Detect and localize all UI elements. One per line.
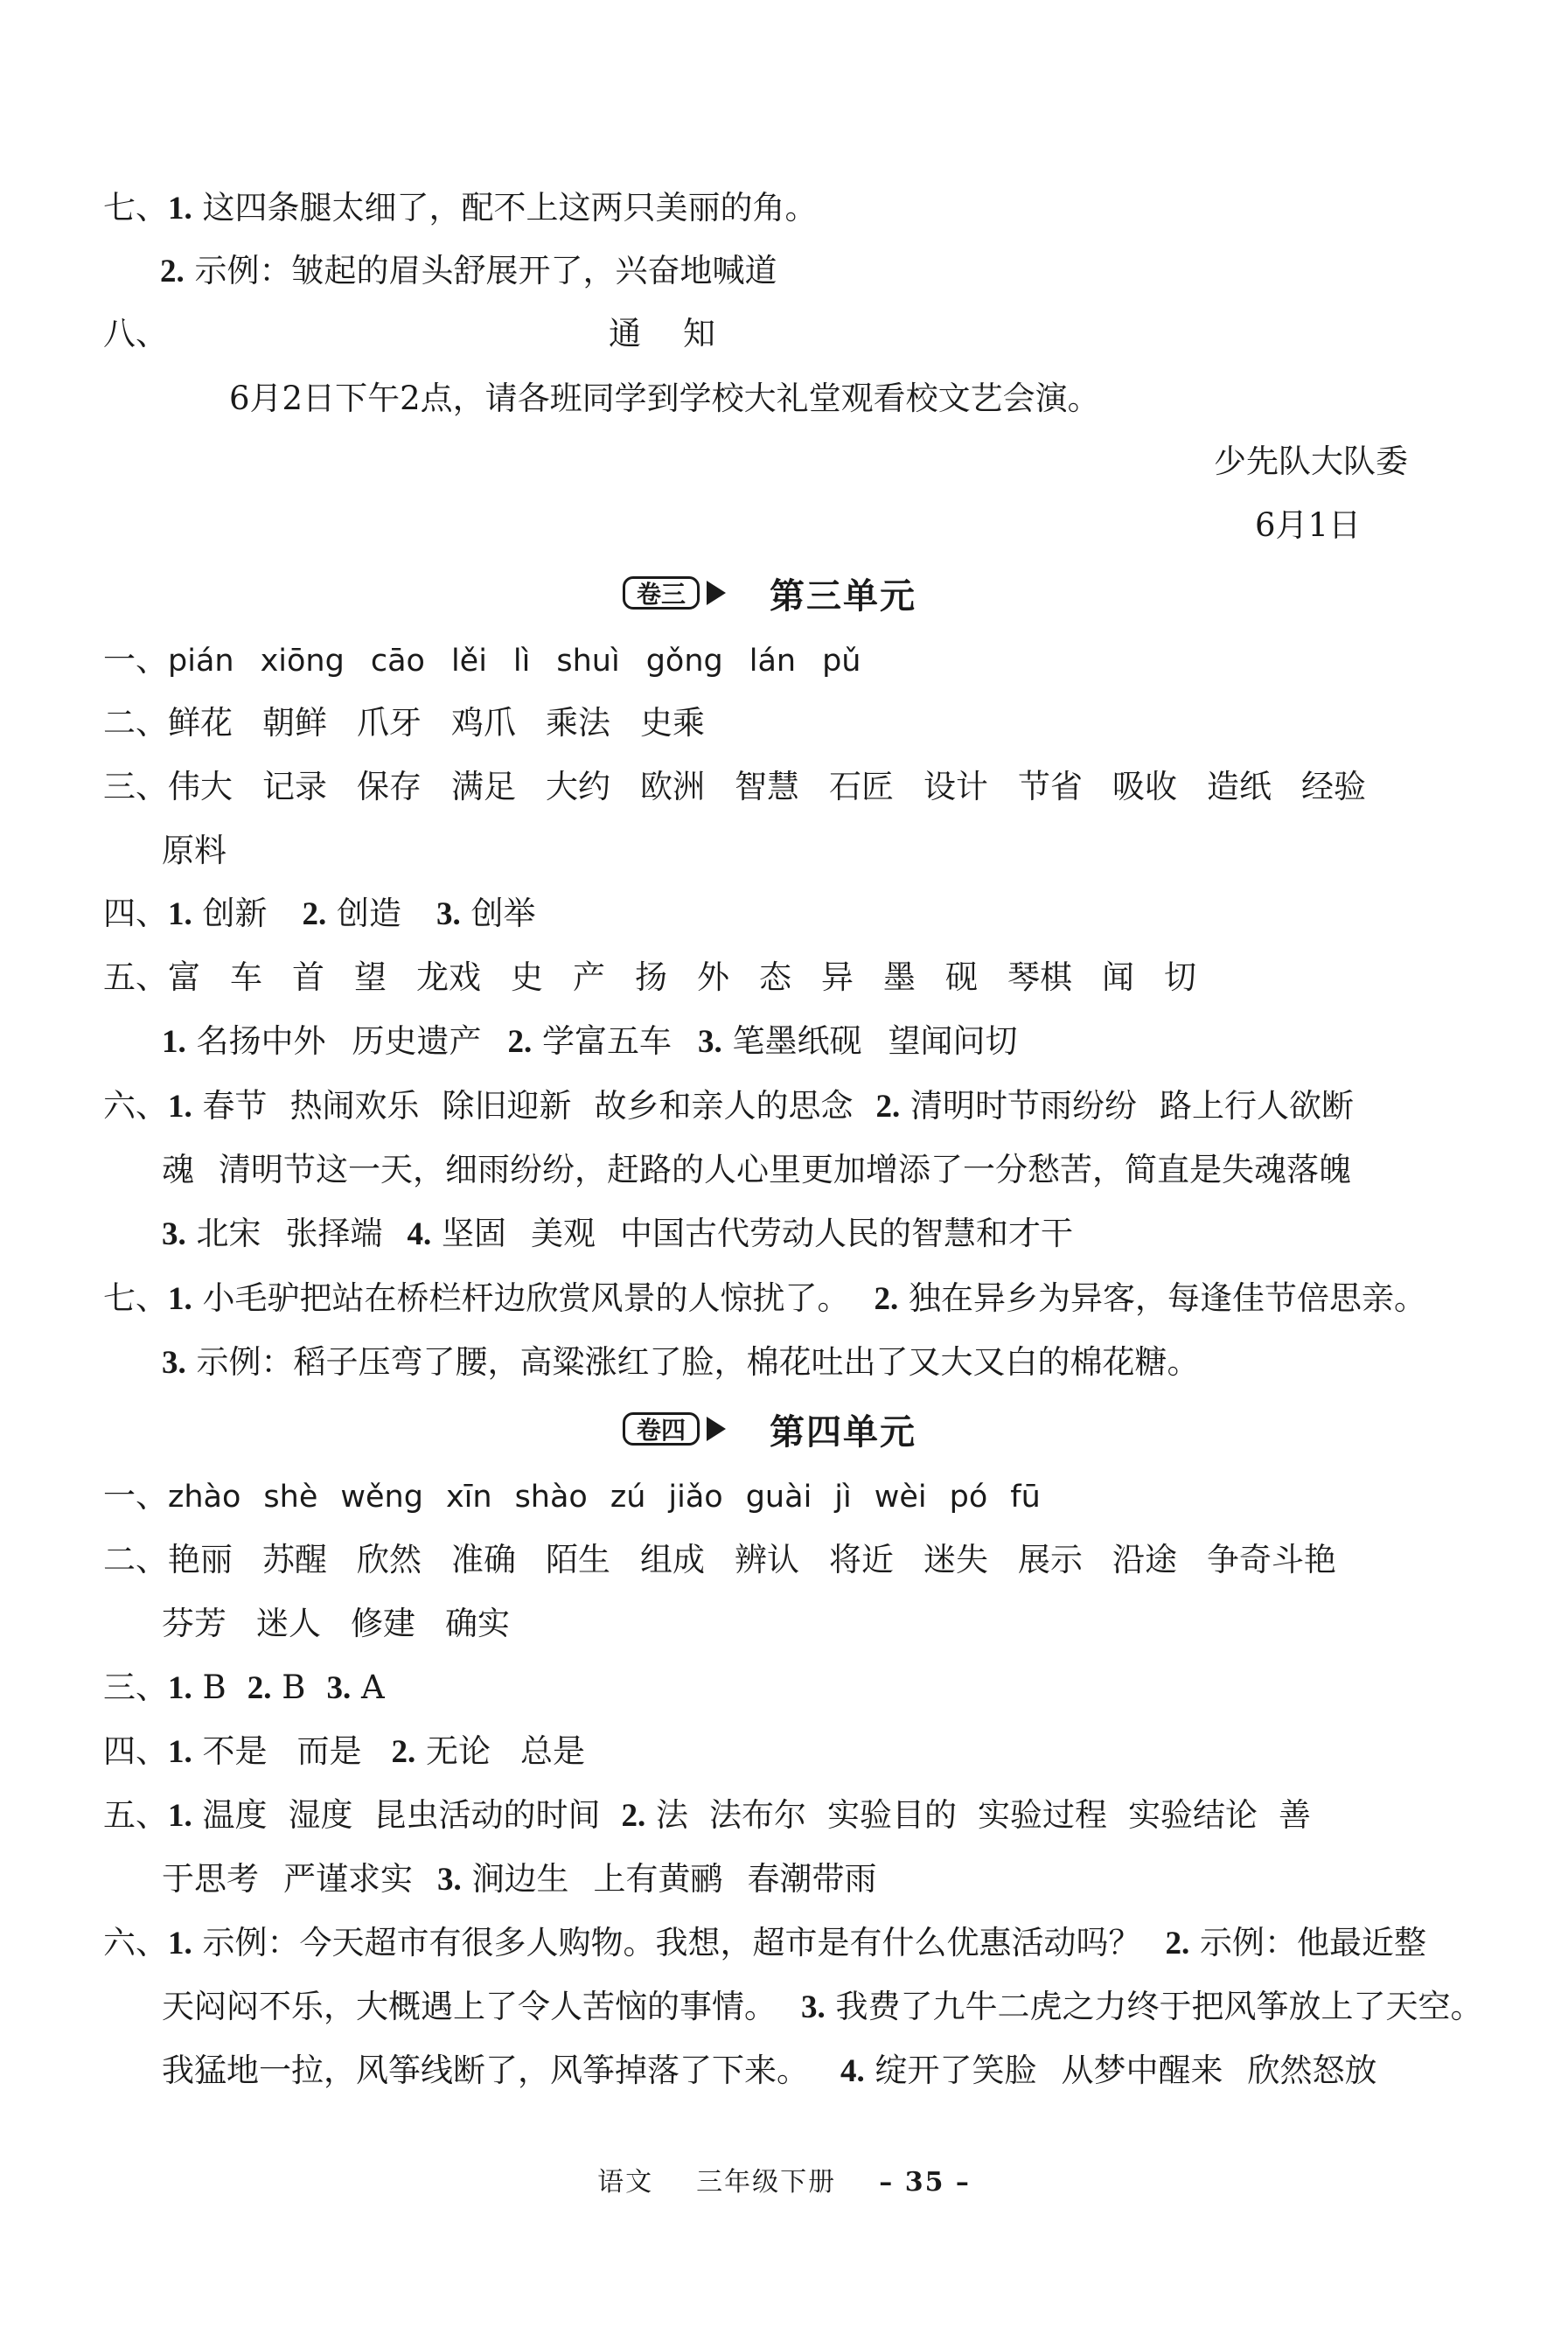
u4-q6-line-3: 我猛地一拉，风筝线断了，风筝掉落了下来。 4. 绽开了笑脸 从梦中醒来 欣然怒放 — [162, 2052, 1377, 2089]
arrow-right-icon — [707, 581, 726, 605]
word-item: 修建 — [351, 1605, 415, 1642]
word-item: 迷人 — [256, 1605, 321, 1642]
word-item: 智慧 — [735, 768, 799, 805]
pinyin-item: shuì — [556, 644, 620, 679]
q7-prev-line-1: 七、1. 这四条腿太细了，配不上这两只美丽的角。 — [103, 189, 818, 226]
pinyin-item: cāo — [370, 644, 425, 679]
u3-q7-line-2: 3. 示例：稻子压弯了腰，高粱涨红了脸，棉花吐出了又大又白的棉花糖。 — [162, 1343, 1200, 1381]
word-item: 艳丽 — [168, 1541, 233, 1578]
unit4-title: 第四单元 — [770, 1411, 916, 1453]
page-footer — [0, 2160, 1568, 2198]
u3-q3-line-1: 三、伟大 记录 保存 满足 大约 欧洲 智慧 石匠 设计 节省 吸收 造纸 经验 — [103, 768, 1366, 805]
pinyin-item: xiōng — [260, 644, 345, 679]
char-item: 龙戏 — [416, 958, 481, 996]
pinyin-item: zhào — [168, 1480, 241, 1515]
char-item: 砚 — [945, 958, 978, 996]
word-item: 史乘 — [640, 704, 705, 742]
pinyin-item: fū — [1010, 1480, 1041, 1515]
u4-q2-line-2 — [162, 1602, 510, 1646]
word-item: 确实 — [445, 1605, 510, 1642]
word-item: 将近 — [829, 1541, 894, 1578]
q8-marker: 八、 — [103, 315, 168, 352]
word-item: 芬芳 — [162, 1605, 226, 1642]
word-item: 鸡爪 — [451, 704, 516, 742]
word-item: 经验 — [1301, 768, 1366, 805]
u3-q6-line-1: 六、1. 春节 热闹欢乐 除旧迎新 故乡和亲人的思念 2. 清明时节雨纷纷 路上行人欲断 — [103, 1087, 1355, 1125]
u4-q3: 三、1. B 2. B 3. A — [103, 1669, 385, 1706]
pinyin-item: lán — [749, 644, 797, 679]
word-item: 吸收 — [1112, 768, 1177, 805]
u3-q7-line-1: 七、1. 小毛驴把站在桥栏杆边欣赏风景的人惊扰了。 2. 独在异乡为异客，每逢佳节倍思亲。 — [103, 1279, 1427, 1317]
pinyin-item: guài — [745, 1480, 812, 1515]
notice-body: 6月2日下午2点，请各班同学到学校大礼堂观看校文艺会演。 — [229, 380, 1100, 417]
word-item: 鲜花 — [168, 704, 233, 742]
word-item: 欧洲 — [640, 768, 705, 805]
u3-q5-line-1: 五、富 车 首 望 龙戏 史 产 扬 外 态 异 墨 砚 琴棋 闻 切 — [103, 958, 1196, 996]
char-item: 墨 — [883, 958, 916, 996]
u4-q1: 一、zhào shè wěng xīn shào zú jiǎo guài jì wèi pó fū — [103, 1477, 1041, 1515]
char-item: 切 — [1164, 958, 1196, 996]
pinyin-item: shào — [514, 1480, 588, 1515]
word-item: 争奇斗艳 — [1207, 1541, 1336, 1578]
pinyin-item: jiǎo — [668, 1480, 723, 1515]
u4-q6-line-2: 天闷闷不乐，大概遇上了令人苦恼的事情。 3. 我费了九牛二虎之力终于把风筝放上了天空。 — [162, 1988, 1483, 2025]
footer-grade: 三年级下册 — [696, 2167, 837, 2198]
char-item: 富 — [168, 958, 200, 996]
word-item: 展示 — [1018, 1541, 1083, 1578]
char-item: 望 — [354, 958, 387, 996]
char-item: 态 — [759, 958, 791, 996]
char-item: 闻 — [1102, 958, 1134, 996]
word-item: 造纸 — [1207, 768, 1272, 805]
u4-q5-line-1: 五、1. 温度 湿度 昆虫活动的时间 2. 法 法布尔 实验目的 实验过程 实验结论 善 — [103, 1796, 1312, 1834]
word-item: 节省 — [1018, 768, 1083, 805]
pinyin-item: pián — [168, 644, 234, 679]
word-item: 爪牙 — [357, 704, 422, 742]
footer-subject: 语文 — [597, 2167, 654, 2198]
word-item: 石匠 — [829, 768, 894, 805]
word-item: 设计 — [923, 768, 988, 805]
u3-q2: 二、鲜花 朝鲜 爪牙 鸡爪 乘法 史乘 — [103, 704, 705, 742]
char-item: 扬 — [635, 958, 667, 996]
word-item: 沿途 — [1112, 1541, 1177, 1578]
pinyin-item: pó — [949, 1480, 988, 1515]
notice-date: 6月1日 — [1255, 506, 1362, 544]
page-number: – 35 – — [879, 2167, 971, 2198]
word-item: 苏醒 — [262, 1541, 327, 1578]
pinyin-item: lěi — [450, 644, 487, 679]
char-item: 史 — [511, 958, 543, 996]
pinyin-item: zú — [610, 1480, 646, 1515]
word-item: 伟大 — [168, 768, 233, 805]
word-item: 欣然 — [357, 1541, 422, 1578]
notice-title: 通知 — [609, 315, 757, 352]
u4-q6-line-1: 六、1. 示例：今天超市有很多人购物。我想，超市是有什么优惠活动吗？ 2. 示例：他最近整 — [103, 1924, 1427, 1961]
pinyin-item: wèi — [874, 1480, 927, 1515]
pinyin-item: jì — [834, 1480, 852, 1515]
char-item: 外 — [697, 958, 729, 996]
u4-q5-line-2: 于思考 严谨求实 3. 涧边生 上有黄鹂 春潮带雨 — [162, 1860, 877, 1898]
char-item: 车 — [230, 958, 262, 996]
word-item: 满足 — [451, 768, 516, 805]
word-item: 陌生 — [546, 1541, 610, 1578]
char-item: 产 — [573, 958, 605, 996]
unit4-header — [623, 1403, 916, 1455]
pinyin-item: pǔ — [822, 644, 861, 679]
word-item: 乘法 — [546, 704, 610, 742]
pinyin-item: xīn — [445, 1480, 492, 1515]
q7-prev-line-2: 2. 示例：皱起的眉头舒展开了，兴奋地喊道 — [160, 252, 777, 289]
u3-q1: 一、pián xiōng cāo lěi lì shuì gǒng lán pǔ — [103, 641, 861, 679]
word-item: 大约 — [546, 768, 610, 805]
u4-q4: 四、1. 不是 而是 2. 无论 总是 — [103, 1732, 586, 1770]
u4-q2-line-1: 二、艳丽 苏醒 欣然 准确 陌生 组成 辨认 将近 迷失 展示 沿途 争奇斗艳 — [103, 1541, 1336, 1578]
u3-q4: 四、1. 创新 2. 创造 3. 创举 — [103, 895, 536, 932]
word-item: 辨认 — [735, 1541, 799, 1578]
word-item: 迷失 — [923, 1541, 988, 1578]
word-item: 原料 — [162, 832, 226, 869]
unit3-badge: 卷三 — [623, 575, 736, 611]
unit3-header — [623, 567, 916, 619]
word-item: 组成 — [640, 1541, 705, 1578]
word-item: 记录 — [262, 768, 327, 805]
char-item: 琴棋 — [1007, 958, 1072, 996]
pinyin-item: lì — [512, 644, 531, 679]
notice-signer: 少先队大队委 — [1214, 442, 1408, 480]
u3-q3-line-2 — [162, 829, 226, 873]
pinyin-item: shè — [263, 1480, 318, 1515]
word-item: 保存 — [357, 768, 422, 805]
word-item: 朝鲜 — [262, 704, 327, 742]
u3-q5-line-2: 1. 名扬中外 历史遗产 2. 学富五车 3. 笔墨纸砚 望闻问切 — [162, 1022, 1018, 1060]
char-item: 首 — [292, 958, 324, 996]
u3-q6-line-2: 魂 清明节这一天，细雨纷纷，赶路的人心里更加增添了一分愁苦，简直是失魂落魄 — [162, 1151, 1351, 1188]
pinyin-item: wěng — [340, 1480, 423, 1515]
unit4-badge: 卷四 — [623, 1411, 736, 1447]
arrow-right-icon — [707, 1417, 726, 1441]
unit3-title: 第三单元 — [770, 575, 916, 617]
u3-q6-line-3: 3. 北宋 张择端 4. 坚固 美观 中国古代劳动人民的智慧和才干 — [162, 1215, 1074, 1252]
pinyin-item: gǒng — [645, 644, 723, 679]
word-item: 准确 — [451, 1541, 516, 1578]
char-item: 异 — [821, 958, 854, 996]
